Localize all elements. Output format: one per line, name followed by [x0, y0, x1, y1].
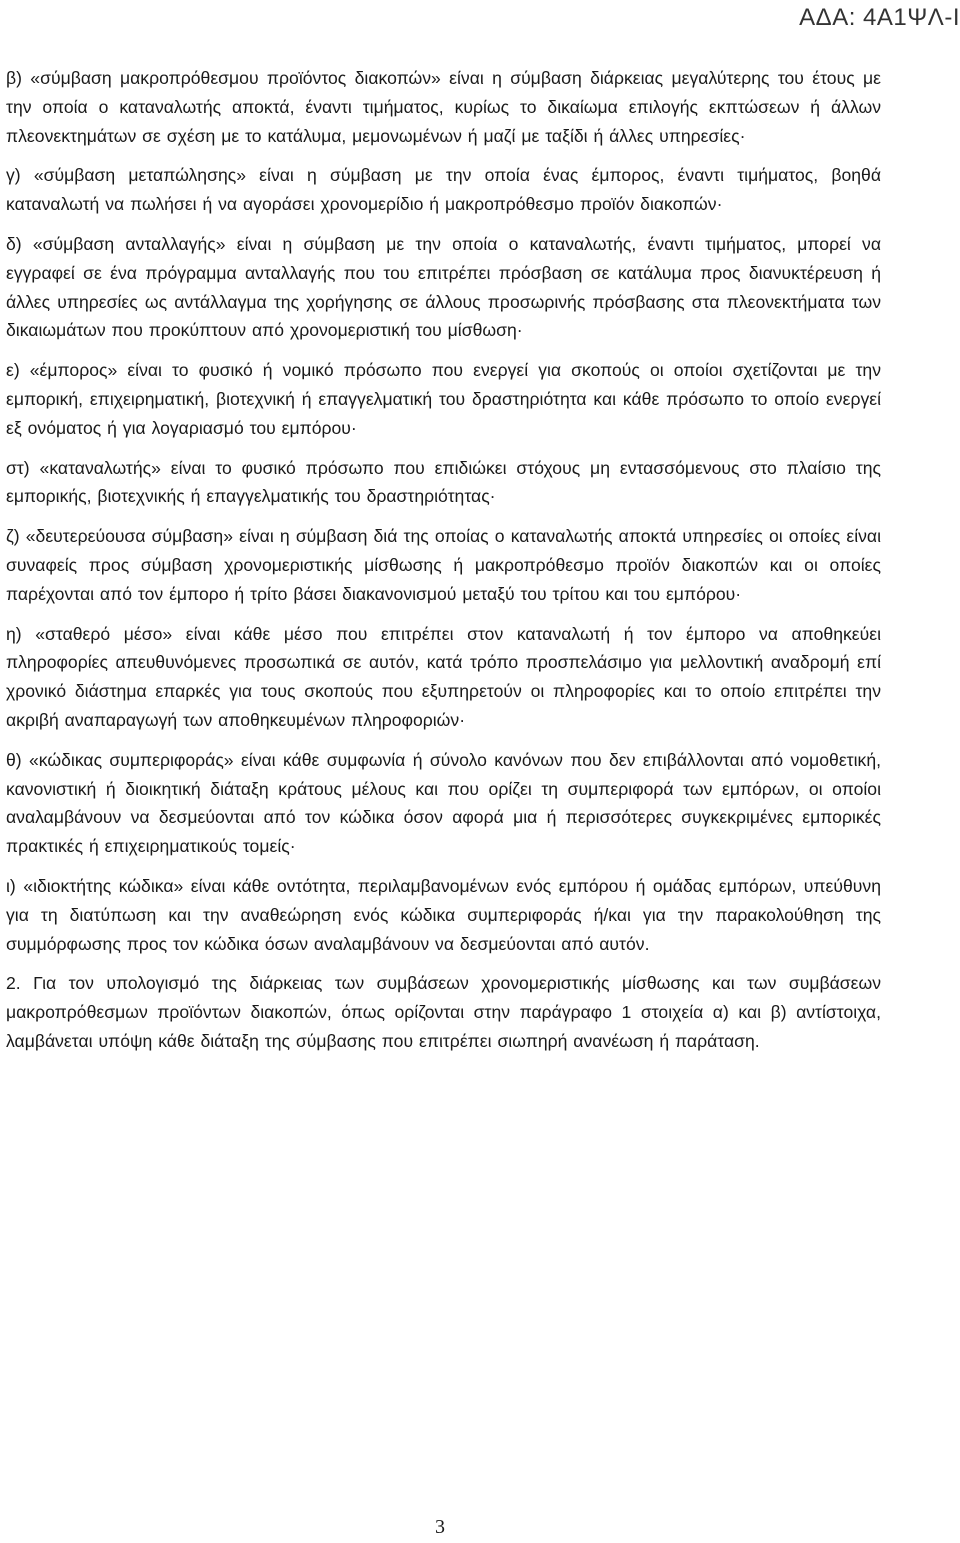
page-number: 3	[435, 1516, 445, 1538]
paragraph-z-ancillary-contract: ζ) «δευτερεύουσα σύμβαση» είναι η σύμβαση διά της οποίας ο καταναλωτής αποκτά υπηρεσίες οι οποίες είναι συναφείς προς σύμβαση χρονομεριστικής μίσθωσης ή μακροπρόθεσμο προϊόν διακοπών και οι οποίες παρέχονται από τον έμπορο ή τρίτο βάσει διακανονισμού μεταξύ του τρίτου και του εμπόρου·	[6, 526, 881, 604]
ada-code: ΑΔΑ: 4Α1ΨΛ-Ι	[799, 4, 960, 31]
paragraph-i-code-owner: ι) «ιδιοκτήτης κώδικα» είναι κάθε οντότητα, περιλαμβανομένων ενός εμπόρου ή ομάδας εμπόρων, υπεύθυνη για τη διατύπωση και την αναθεώρηση ενός κώδικα συμπεριφοράς ή/και για την παρακολούθηση της συμμόρφωσης προς τον κώδικα όσων αναλαμβάνουν να δεσμεύονται από αυτόν.	[6, 875, 881, 954]
paragraph-c-resale-contract: γ) «σύμβαση μεταπώλησης» είναι η σύμβαση με την οποία ένας έμπορος, έναντι τιμήματος, βοηθά καταναλωτή να πωλήσει ή να αγοράσει χρονομερίδιο ή μακροπρόθεσμο προϊόν διακοπών·	[6, 165, 881, 215]
paragraph-h-durable-medium: η) «σταθερό μέσο» είναι κάθε μέσο που επιτρέπει στον καταναλωτή ή τον έμπορο να αποθηκεύει πληροφορίες απευθυνόμενες προσωπικά σε αυτόν, κατά τρόπο προσπελάσιμο για μελλοντική αναδρομή επί χρονικό διάστημα επαρκές για τους σκοπούς που εξυπηρετούν οι πληροφορίες και το οποίο επιτρέπει την ακριβή αναπαραγωγή των αποθηκευμένων πληροφοριών·	[6, 623, 881, 730]
paragraph-e-trader: ε) «έμπορος» είναι το φυσικό ή νομικό πρόσωπο που ενεργεί για σκοπούς οι οποίοι σχετίζονται με την εμπορική, επιχειρηματική, βιοτεχνική ή επαγγελματική του δραστηριότητα και κάθε πρόσωπο το οποίο ενεργεί εξ ονόματος ή για λογαριασμό του εμπόρου·	[6, 360, 881, 438]
paragraph-d-exchange-contract: δ) «σύμβαση ανταλλαγής» είναι η σύμβαση με την οποία ο καταναλωτής, έναντι τιμήματος, μπορεί να εγγραφεί σε ένα πρόγραμμα ανταλλαγής που του επιτρέπει πρόσβαση σε κατάλυμα προς διανυκτέρευση ή άλλες υπηρεσίες ως αντάλλαγμα της χορήγησης σε άλλους προσωρινής πρόσβασης στα πλεονεκτήματα των δικαιωμάτων που προκύπτουν από χρονομεριστική του μίσθωση·	[6, 233, 881, 341]
paragraph-2-duration-calculation: 2. Για τον υπολογισμό της διάρκειας των συμβάσεων χρονομεριστικής μίσθωσης και των συμβάσεων μακροπρόθεσμων προϊόντων διακοπών, όπως ορίζονται στην παράγραφο 1 στοιχεία α) και β) αντίστοιχα, λαμβάνεται υπόψη κάθε διάταξη της σύμβασης που επιτρέπει σιωπηρή ανανέωση ή παράταση.	[6, 973, 881, 1051]
paragraph-b-long-term-holiday-product: β) «σύμβαση μακροπρόθεσμου προϊόντος διακοπών» είναι η σύμβαση διάρκειας μεγαλύτερης του έτους με την οποία ο καταναλωτής αποκτά, έναντι τιμήματος, κυρίως το δικαίωμα επιλογής εκπτώσεων ή άλλων πλεονεκτημάτων σε σχέση με το κατάλυμα, μεμονωμένων ή μαζί με ταξίδι ή άλλες υπηρεσίες·	[6, 68, 881, 146]
paragraph-th-code-of-conduct: θ) «κώδικας συμπεριφοράς» είναι κάθε συμφωνία ή σύνολο κανόνων που δεν επιβάλλονται από νομοθετική, κανονιστική ή διοικητική διάταξη κράτους μέλους και που ορίζει τη συμπεριφορά των εμπόρων, οι οποίοι αναλαμβάνουν να δεσμεύονται από τον κώδικα όσον αφορά μια ή περισσότερες συγκεκριμένες εμπορικές πρακτικές ή επιχειρηματικούς τομείς·	[6, 749, 881, 857]
document-body	[6, 64, 881, 1067]
paragraph-st-consumer: στ) «καταναλωτής» είναι το φυσικό πρόσωπο που επιδιώκει στόχους μη εντασσόμενους στο πλαίσιο της εμπορικής, βιοτεχνικής ή επαγγελματικής του δραστηριότητας·	[6, 457, 881, 507]
